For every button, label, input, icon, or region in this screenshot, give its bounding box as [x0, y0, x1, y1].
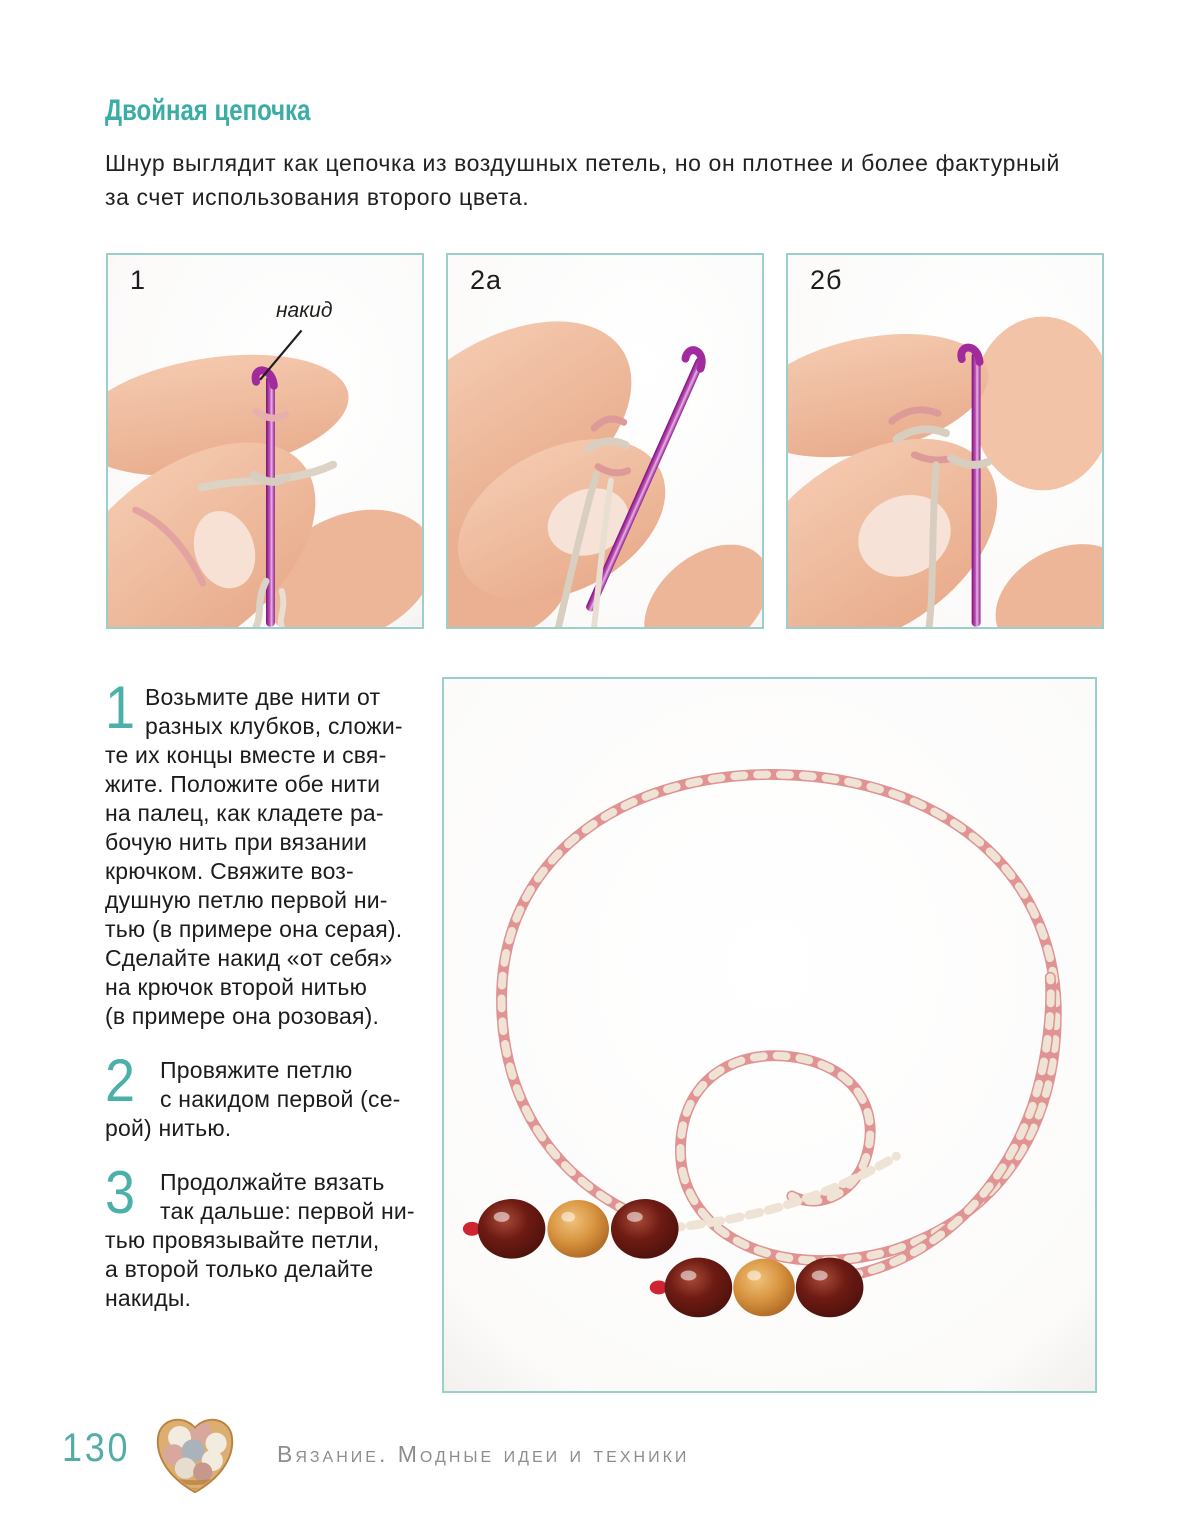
instruction-steps — [105, 674, 439, 1338]
bead-group-upper — [463, 1199, 679, 1259]
crochet-hands-illustration — [448, 255, 762, 627]
yarn-basket-icon — [147, 1400, 243, 1498]
photo-label: 2а — [470, 265, 503, 295]
step-item-1 — [105, 674, 439, 1031]
step-number: 1 — [105, 674, 136, 741]
photo-label: 2б — [810, 265, 843, 295]
step-photo-2 — [446, 253, 764, 629]
yarn-over-annotation: накид — [276, 299, 333, 322]
step-item-2 — [105, 1047, 439, 1143]
crochet-hands-illustration — [108, 255, 422, 627]
book-title: Вязание. Модные идеи и техники — [277, 1441, 690, 1467]
step-number: 2 — [105, 1047, 136, 1114]
page-number: 130 — [62, 1426, 131, 1470]
result-photo — [442, 677, 1097, 1393]
step-photo-1 — [106, 253, 424, 629]
step-text: Провяжите петлю с накидом первой (се- рой) нитью. — [105, 1057, 401, 1141]
step-item-3 — [105, 1159, 439, 1313]
photo-label: 1 — [130, 265, 147, 295]
page-title: Двойная цепочка — [105, 94, 311, 127]
step-text: Возьмите две нити от разных клубков, сложи- те их концы вместе и свя- жите. Положите обе нити на палец, как кладете ра- бочую нить при вязании крючком. Свяжите воз- душную петлю первой ни- тью (в примере она серая). Сделайте накид «от себя» на крючок второй нитью (в примере она розовая). — [105, 684, 403, 1029]
bead-group-lower — [650, 1258, 864, 1318]
beaded-cord-illustration — [444, 679, 1095, 1391]
crochet-hands-illustration — [788, 255, 1102, 627]
intro-paragraph: Шнур выглядит как цепочка из воздушных петель, но он плотнее и более фактурный за счет использования второго цвета. — [105, 150, 1060, 210]
step-text: Продолжайте вязать так дальше: первой ни- тью провязывайте петли, а второй только делайте накиды. — [105, 1169, 415, 1311]
step-number: 3 — [105, 1159, 136, 1226]
step-photo-3 — [786, 253, 1104, 629]
